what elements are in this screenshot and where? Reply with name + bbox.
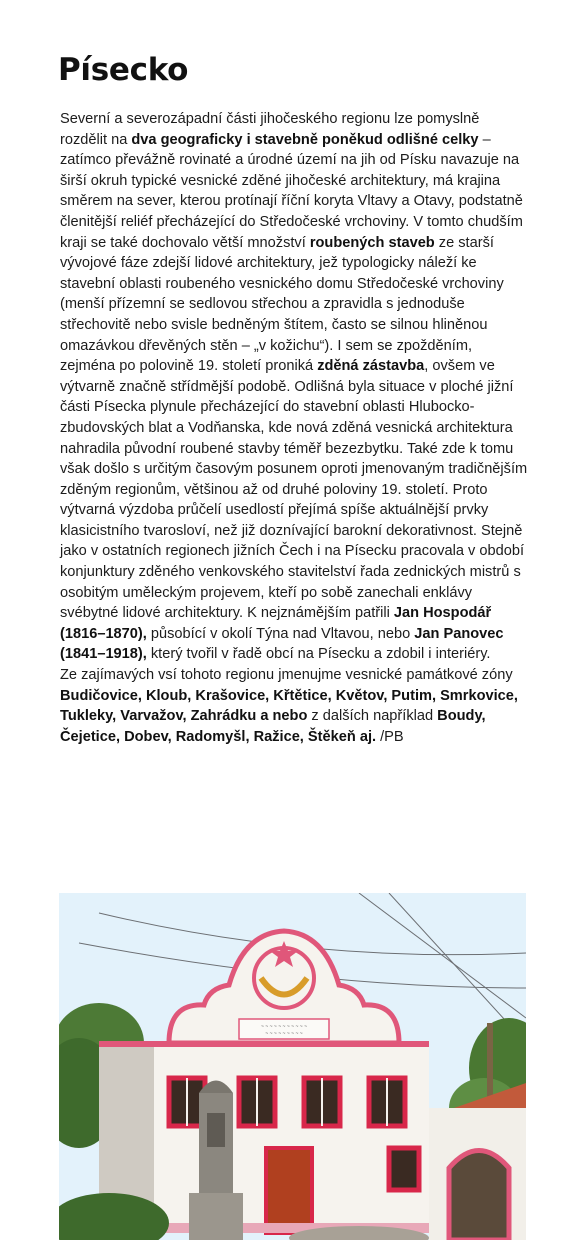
text-run: ze starší vývojové fáze zdejší lidové architektury, jež typologicky náleží ke stavební oblasti roubeného vesnického domu Středočeské vrchoviny (menší přízemní se sedlovou střechou a zpravidla s jednoduše střechovitě nebo svisle bedněným štítem, často se silnou hliněnou omazávkou dřevěných stěn – „v kožichu“). I sem se zpožděním, zejména po polovině 19. století proniká (60, 234, 504, 375)
village-list: Budičovice, Kloub, Krašovice, Křtětice, Květov, Putim, Smrkovice, Tukleky, Varvažov, Zahrádku a nebo (60, 687, 518, 725)
text-run: Ze zajímavých vsí tohoto regionu jmenujme vesnické památkové zóny (60, 667, 513, 684)
text-run: působící v okolí Týna nad Vltavou, nebo (146, 625, 415, 642)
cornice (99, 1041, 429, 1047)
plaque-text: ~ ~ ~ ~ ~ ~ ~ ~ ~ (265, 1031, 303, 1037)
window (304, 1078, 340, 1126)
page-title: Písecko (58, 52, 189, 88)
text-run: – zatímco převážně rovinaté a úrodné území na jih od Písku navazuje na širší okruh typické vesnické zděné jihočeské architektury, má krajina směrem na sever, kterou protínají říční koryta Vltavy a Otavy, podstatně členitější reliéf přecházející do Středočeské vrchoviny. V tomto chudším kraji se také dochovalo větší množství (60, 131, 523, 251)
article-paragraph-2 (60, 665, 530, 747)
article-paragraph-1 (60, 109, 530, 665)
village-list: Boudy, Čejetice, Dobev, Radomyšl, Ražice, Štěkeň aj. (60, 708, 486, 745)
person-name: Jan Panovec (1841–1918), (60, 625, 504, 663)
door (266, 1148, 312, 1233)
person-name: Jan Hospodář (1816–1870), (60, 605, 492, 642)
article-body (60, 109, 530, 747)
window (389, 1148, 419, 1190)
text-run: z dalších například (307, 708, 438, 725)
plaque-text: ~ ~ ~ ~ ~ ~ ~ ~ ~ ~ ~ (260, 1024, 308, 1030)
text-run: který tvořil v řadě obcí na Písecku a zdobil i interiéry. (146, 646, 491, 663)
window (239, 1078, 275, 1126)
window (369, 1078, 405, 1126)
gate-arch (449, 1151, 509, 1240)
farmhouse-photo (59, 893, 526, 1240)
farmhouse-illustration (59, 893, 526, 1240)
emphasis-text: dva geograficky i stavebně poněkud odlišné celky (131, 131, 479, 148)
emphasis-text: zděná zástavba (317, 358, 425, 375)
text-run: , ovšem ve výtvarně značně střídmější podobě. Odlišná byla situace v ploché jižní části Písecka plynule přecházející do stavební oblasti Hlubocko-zbudovských blat a Vodňanska, kde nová zděná vesnická architektura nahradila původní roubené stavby téměř bezezbytku. Také zde k tomu však došlo s určitým časovým posunem oproti jmenovaným tradičnějším zděným regionům, většinou až od druhé poloviny 19. století. Proto výtvarná výzdoba průčelí usedlostí přejímá spíše aktuálnější prvky klasicistního tvarosloví, než již doznívající barokní dekorativnost. Stejně jako v ostatních regionech jižních Čech i na Písecku pracovala v období konjunktury zděného venkovského stavitelství řada zednických mistrů s osobitým uměleckým projevem, kteří po sobě zanechali enklávy svébytné lidové architektury. K nejznámějším patřili (60, 358, 528, 622)
text-run: Severní a severozápadní části jihočeského regionu lze pomyslně rozdělit na (60, 111, 480, 148)
emphasis-text: roubených staveb (309, 234, 435, 251)
author-signature: /PB (376, 728, 404, 745)
